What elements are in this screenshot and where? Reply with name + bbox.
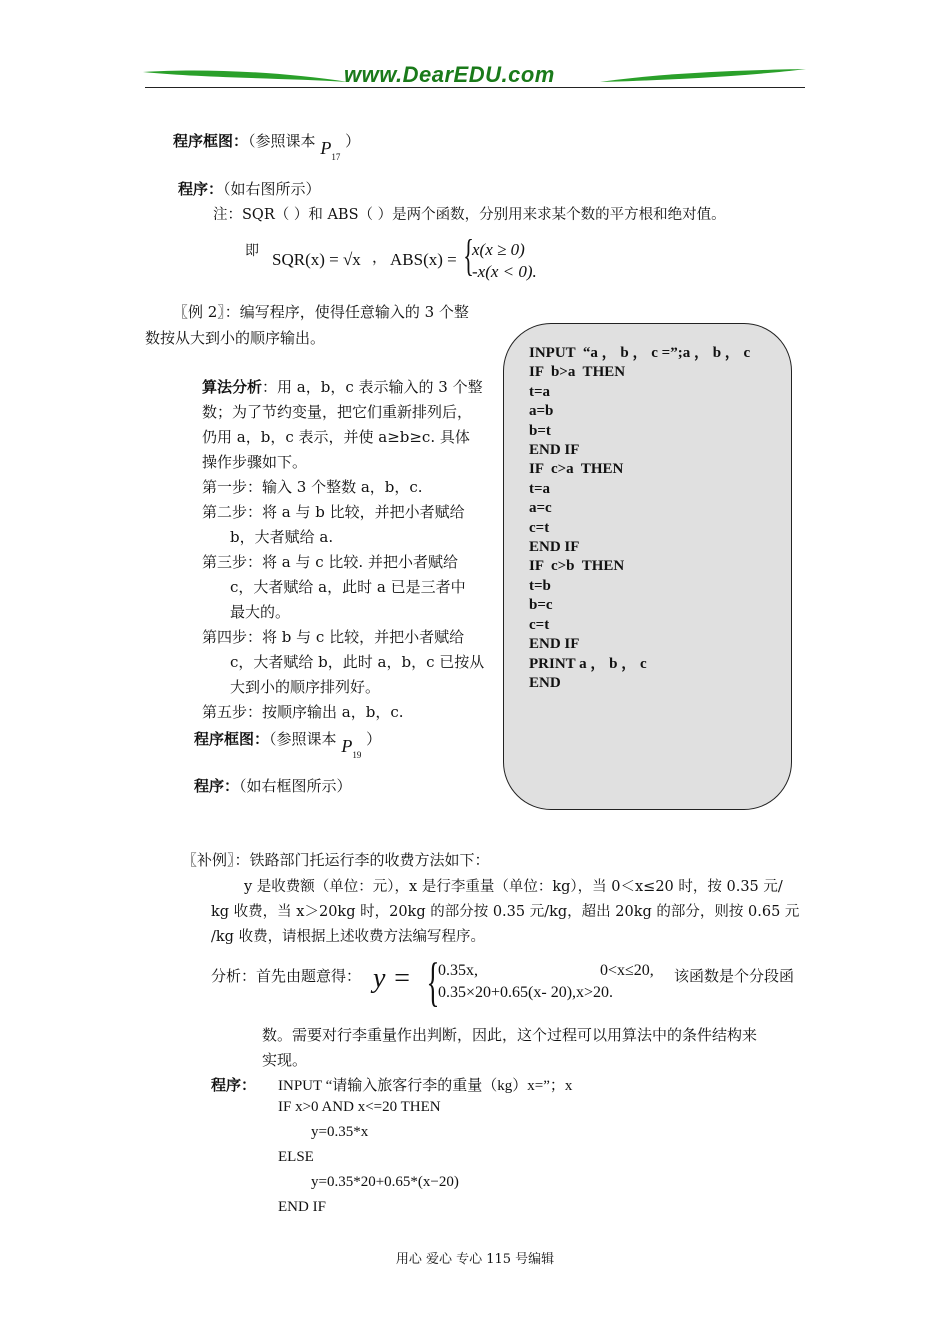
example2-analysis-line: 仍用 a，b，c 表示，并使 a≥b≥c. 具体 xyxy=(202,428,470,446)
code-box xyxy=(503,323,792,810)
analysis-continue-2: 实现。 xyxy=(262,1051,308,1069)
example2-title-1: 〖例 2〗：编写程序，使得任意输入的 3 个整 xyxy=(173,303,469,321)
header-swoosh-left xyxy=(143,66,353,86)
code-line: IF c>b THEN xyxy=(529,558,625,575)
piecewise-case-1-expr: 0.35x, xyxy=(438,962,478,979)
supplement-para-3: /kg 收费，请根据上述收费方法编写程序。 xyxy=(211,929,486,945)
step-3-cont: c，大者赋给 a，此时 a 已是三者中 xyxy=(230,578,466,596)
supplement-code-line: y=0.35*x xyxy=(311,1124,369,1140)
analysis-suffix: 该函数是个分段函 xyxy=(674,967,795,985)
supplement-code-line: END IF xyxy=(278,1199,326,1215)
code-line: b=c xyxy=(529,597,553,614)
piecewise-case-1-cond: 0<x≤20, xyxy=(600,962,654,979)
step-4-cont: c，大者赋给 b，此时 a，b，c 已按从 xyxy=(230,653,485,671)
program-ref-1: 程序：（如右图所示） xyxy=(178,180,321,198)
step-2: 第二步：将 a 与 b 比较，并把小者赋给 xyxy=(202,503,465,521)
analysis-continue-1: 数。需要对行李重量作出判断，因此，这个过程可以用算法中的条件结构来 xyxy=(262,1026,758,1044)
code-line: IF b>a THEN xyxy=(529,364,626,381)
header-swoosh-right xyxy=(600,66,808,86)
step-4-cont: 大到小的顺序排列好。 xyxy=(230,678,381,696)
y-equals: y = xyxy=(373,963,412,994)
code-line: END IF xyxy=(529,539,580,556)
example2-analysis-line: 数；为了节约变量，把它们重新排列后， xyxy=(202,403,473,421)
code-line: INPUT “a ， b ， c =”;a ， b ， c xyxy=(529,345,751,361)
code-line: c=t xyxy=(529,616,550,633)
supplement-code-line: INPUT “请输入旅客行李的重量（kg）x=”；x xyxy=(278,1078,573,1094)
step-1: 第一步：输入 3 个整数 a，b，c. xyxy=(202,478,423,496)
supplement-title: 〖补例〗：铁路部门托运行李的收费方法如下： xyxy=(182,851,490,869)
formula-abs: ABS(x) = xyxy=(390,250,457,269)
supplement-code-line: y=0.35*20+0.65*(x−20) xyxy=(311,1174,459,1190)
flow-chart-ref-2: 程序框图：（参照课本 $P_{19}$ ） xyxy=(194,730,382,760)
site-logo: www.DearEDU.com xyxy=(344,62,555,87)
flow-chart-ref-1: 程序框图：（参照课本 $P_{17}$ ） xyxy=(173,132,361,162)
code-line: c=t xyxy=(529,519,550,536)
code-line: a=b xyxy=(529,403,554,420)
note-functions: 注：SQR（ ）和 ABS（ ）是两个函数，分别用来求某个数的平方根和绝对值。 xyxy=(213,207,726,223)
ji-label: 即 xyxy=(245,243,259,259)
code-line: t=a xyxy=(529,383,551,400)
code-line: END IF xyxy=(529,636,580,653)
code-listing xyxy=(529,344,750,693)
code-line: t=a xyxy=(529,480,551,497)
abs-case-1: x(x ≥ 0) xyxy=(472,240,525,259)
supplement-code-line: IF x>0 AND x<=20 THEN xyxy=(278,1099,441,1115)
step-3-cont: 最大的。 xyxy=(230,603,291,621)
supplement-para-2: kg 收费，当 x＞20kg 时，20kg 的部分按 0.35 元/kg，超出 20kg 的部分，则按 0.65 元 xyxy=(211,904,800,920)
step-5: 第五步：按顺序输出 a，b，c. xyxy=(202,703,404,721)
example2-analysis-line: 操作步骤如下。 xyxy=(202,453,308,471)
header-rule xyxy=(145,87,805,88)
abs-brace: { xyxy=(463,231,474,280)
code-line: END IF xyxy=(529,442,580,459)
formula-sqr: SQR(x) = √x xyxy=(272,250,361,269)
step-2-cont: b，大者赋给 a. xyxy=(230,528,334,546)
example2-analysis-line-0: 算法分析：用 a，b，c 表示输入的 3 个整 xyxy=(202,378,483,396)
step-3: 第三步：将 a 与 c 比较. 并把小者赋给 xyxy=(202,553,458,571)
piecewise-case-2: 0.35×20+0.65(x- 20),x>20. xyxy=(438,984,614,1001)
code-line: PRINT a ， b ， c xyxy=(529,655,647,672)
example2-title-2: 数按从大到小的顺序输出。 xyxy=(145,329,326,347)
code-line: END xyxy=(529,674,561,691)
supplement-code-line: ELSE xyxy=(278,1149,314,1165)
code-line: a=c xyxy=(529,500,552,517)
page-footer: 用心 爱心 专心 115 号编辑 xyxy=(395,1252,555,1267)
step-4: 第四步：将 b 与 c 比较，并把小者赋给 xyxy=(202,628,465,646)
analysis-prefix: 分析：首先由题意得： xyxy=(211,967,362,985)
supplement-program-label: 程序： xyxy=(211,1076,257,1094)
code-line: t=b xyxy=(529,577,551,594)
program-ref-2: 程序：（如右框图所示） xyxy=(194,777,352,795)
code-line: IF c>a THEN xyxy=(529,461,624,478)
code-line: b=t xyxy=(529,422,551,439)
piecewise-brace: { xyxy=(426,952,440,1012)
supplement-para-1: y 是收费额（单位：元），x 是行李重量（单位：kg），当 0＜x≤20 时，按 0.35 元/ xyxy=(244,879,783,895)
abs-case-2: -x(x < 0). xyxy=(472,262,537,281)
formula-comma: ， xyxy=(372,248,388,266)
